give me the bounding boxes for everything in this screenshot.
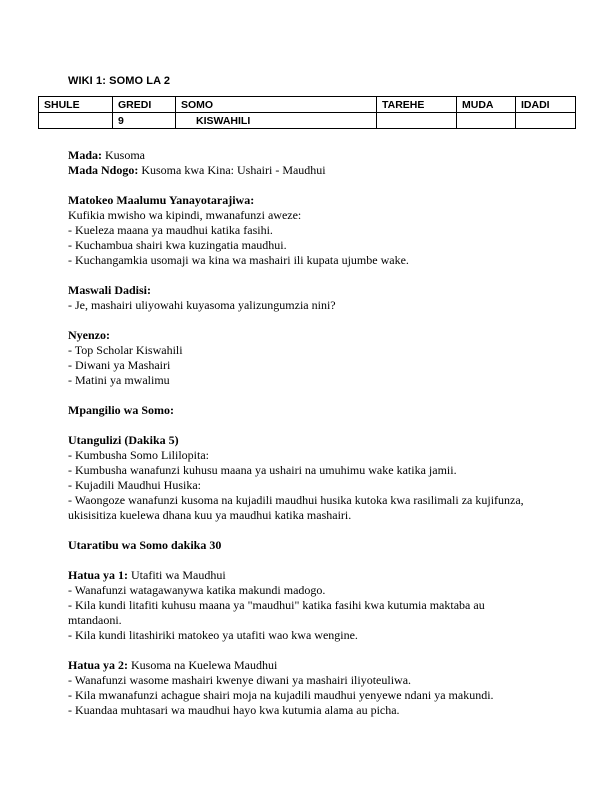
line-bold-prefix: Utangulizi (Dakika 5): [68, 433, 179, 447]
document-body: [68, 148, 568, 718]
text-line: [68, 298, 568, 313]
cell-shule: [39, 113, 113, 129]
line-bold-prefix: Hatua ya 1:: [68, 568, 128, 582]
section-mada: [68, 148, 568, 178]
line-bold-prefix: Maswali Dadisi:: [68, 283, 152, 297]
column-header-gredi: GREDI: [113, 97, 176, 113]
text-line: [68, 628, 568, 643]
line-text: - Kila kundi litafiti kuhusu maana ya "maudhui" katika fasihi kwa kutumia maktaba au: [68, 598, 485, 612]
line-text: - Wanafunzi watagawanywa katika makundi madogo.: [68, 583, 326, 597]
line-text: - Kuandaa muhtasari wa maudhui hayo kwa kutumia alama au picha.: [68, 703, 400, 717]
line-bold-prefix: Matokeo Maalumu Yanayotarajiwa:: [68, 193, 255, 207]
line-text: - Matini ya mwalimu: [68, 373, 170, 387]
text-line: [68, 613, 568, 628]
text-line: [68, 343, 568, 358]
cell-gredi: 9: [113, 113, 176, 129]
line-text: - Kuchangamkia usomaji wa kina wa mashairi ili kupata ujumbe wake.: [68, 253, 409, 267]
text-line: [68, 598, 568, 613]
line-text: - Diwani ya Mashairi: [68, 358, 171, 372]
cell-idadi: [516, 113, 576, 129]
cell-somo: KISWAHILI: [176, 113, 377, 129]
line-text: - Top Scholar Kiswahili: [68, 343, 183, 357]
line-text: - Wanafunzi wasome mashairi kwenye diwani ya mashairi iliyoteuliwa.: [68, 673, 412, 687]
text-line: [68, 283, 568, 298]
text-line: [68, 358, 568, 373]
text-line: [68, 403, 568, 418]
line-text: Kusoma kwa Kina: Ushairi - Maudhui: [138, 163, 326, 177]
line-text: ukisisitiza kuelewa dhana kuu ya maudhui katika mashairi.: [68, 508, 352, 522]
section-mpangilio: [68, 403, 568, 418]
line-text: Kusoma: [102, 148, 145, 162]
text-line: [68, 688, 568, 703]
text-line: [68, 508, 568, 523]
text-line: [68, 193, 568, 208]
line-text: Kusoma na Kuelewa Maudhui: [128, 658, 278, 672]
line-bold-prefix: Mada:: [68, 148, 102, 162]
page-title: WIKI 1: SOMO LA 2: [68, 75, 171, 87]
section-utaratibu: [68, 538, 568, 553]
text-line: [68, 583, 568, 598]
line-text: - Kumbusha wanafunzi kuhusu maana ya ushairi na umuhimu wake katika jamii.: [68, 463, 457, 477]
text-line: [68, 448, 568, 463]
section-nyenzo: [68, 328, 568, 388]
column-header-tarehe: TAREHE: [377, 97, 457, 113]
table-header-row: [39, 97, 576, 113]
column-header-somo: SOMO: [176, 97, 377, 113]
text-line: [68, 658, 568, 673]
line-text: - Kuchambua shairi kwa kuzingatia maudhui.: [68, 238, 287, 252]
line-bold-prefix: Mada Ndogo:: [68, 163, 139, 177]
text-line: [68, 493, 568, 508]
line-text: Kufikia mwisho wa kipindi, mwanafunzi aweze:: [68, 208, 302, 222]
line-text: - Kujadili Maudhui Husika:: [68, 478, 201, 492]
text-line: [68, 568, 568, 583]
section-utangulizi: [68, 433, 568, 523]
section-maswali-dadisi: [68, 283, 568, 313]
text-line: [68, 463, 568, 478]
line-text: mtandaoni.: [68, 613, 122, 627]
text-line: [68, 328, 568, 343]
line-text: - Kueleza maana ya maudhui katika fasihi.: [68, 223, 273, 237]
lesson-info-table: [38, 96, 576, 129]
text-line: [68, 538, 568, 553]
text-line: [68, 148, 568, 163]
text-line: [68, 163, 568, 178]
line-bold-prefix: Nyenzo:: [68, 328, 110, 342]
column-header-idadi: IDADI: [516, 97, 576, 113]
cell-muda: [457, 113, 516, 129]
line-text: - Kila kundi litashiriki matokeo ya utafiti wao kwa wengine.: [68, 628, 358, 642]
text-line: [68, 238, 568, 253]
line-text: - Je, mashairi uliyowahi kuyasoma yalizungumzia nini?: [68, 298, 336, 312]
column-header-shule: SHULE: [39, 97, 113, 113]
text-line: [68, 373, 568, 388]
text-line: [68, 478, 568, 493]
text-line: [68, 253, 568, 268]
text-line: [68, 433, 568, 448]
line-text: - Kila mwanafunzi achague shairi moja na kujadili maudhui yenyewe ndani ya makundi.: [68, 688, 494, 702]
section-matokeo: [68, 193, 568, 268]
text-line: [68, 703, 568, 718]
text-line: [68, 673, 568, 688]
section-hatua-2: [68, 658, 568, 718]
line-bold-prefix: Mpangilio wa Somo:: [68, 403, 175, 417]
text-line: [68, 208, 568, 223]
line-bold-prefix: Utaratibu wa Somo dakika 30: [68, 538, 222, 552]
table-row: [39, 113, 576, 129]
cell-tarehe: [377, 113, 457, 129]
line-text: Utafiti wa Maudhui: [128, 568, 226, 582]
line-text: - Kumbusha Somo Lililopita:: [68, 448, 209, 462]
line-bold-prefix: Hatua ya 2:: [68, 658, 128, 672]
line-text: - Waongoze wanafunzi kusoma na kujadili maudhui husika kutoka kwa rasilimali za kujifunza,: [68, 493, 524, 507]
section-hatua-1: [68, 568, 568, 643]
text-line: [68, 223, 568, 238]
column-header-muda: MUDA: [457, 97, 516, 113]
